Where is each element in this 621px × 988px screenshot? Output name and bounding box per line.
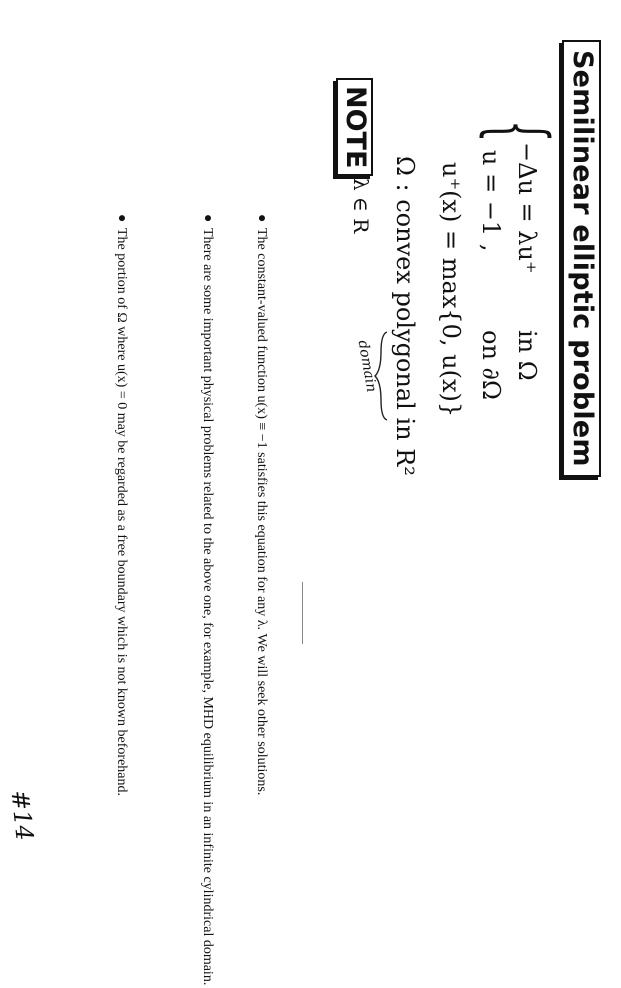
bullet-icon: ● [254,214,269,223]
bullet-icon: ● [200,214,215,223]
left-brace: { [473,120,563,143]
equation-line-1: −Δu = λu⁺ [513,142,541,274]
bullet-text: There are some important physical problems related to the above one, for example, MHD equilibrium in an infinite cylindrical domain. [200,228,215,986]
note-heading: NOTE [336,78,373,176]
equation-line-2-domain: on ∂Ω [477,330,505,400]
equation-line-5: λ ∈ R [349,178,373,234]
bullet-icon: ● [114,214,129,223]
scan-mark [302,582,303,644]
bullet-item-3 [108,214,135,988]
equation-line-4: Ω : convex polygonal in R² [391,156,419,476]
slide-title: Semilinear elliptic problem [562,40,601,477]
bullet-text: The constant-valued function u(x) ≡ −1 satisfies this equation for any λ. We will seek other solutions. [254,228,269,796]
equation-line-3: u⁺(x) = max{0, u(x)} [437,162,465,418]
handwritten-page-mark: #14 [5,788,39,842]
equation-line-1-domain: in Ω [513,330,541,381]
bullet-item-2 [194,214,221,988]
bullet-text: The portion of Ω where u(x) = 0 may be regarded as a free boundary which is not known beforehand. [114,228,129,796]
equation-line-2: u = −1 , [477,150,505,252]
bullet-item-1 [248,214,275,988]
handwritten-annotation: domain [354,339,380,394]
